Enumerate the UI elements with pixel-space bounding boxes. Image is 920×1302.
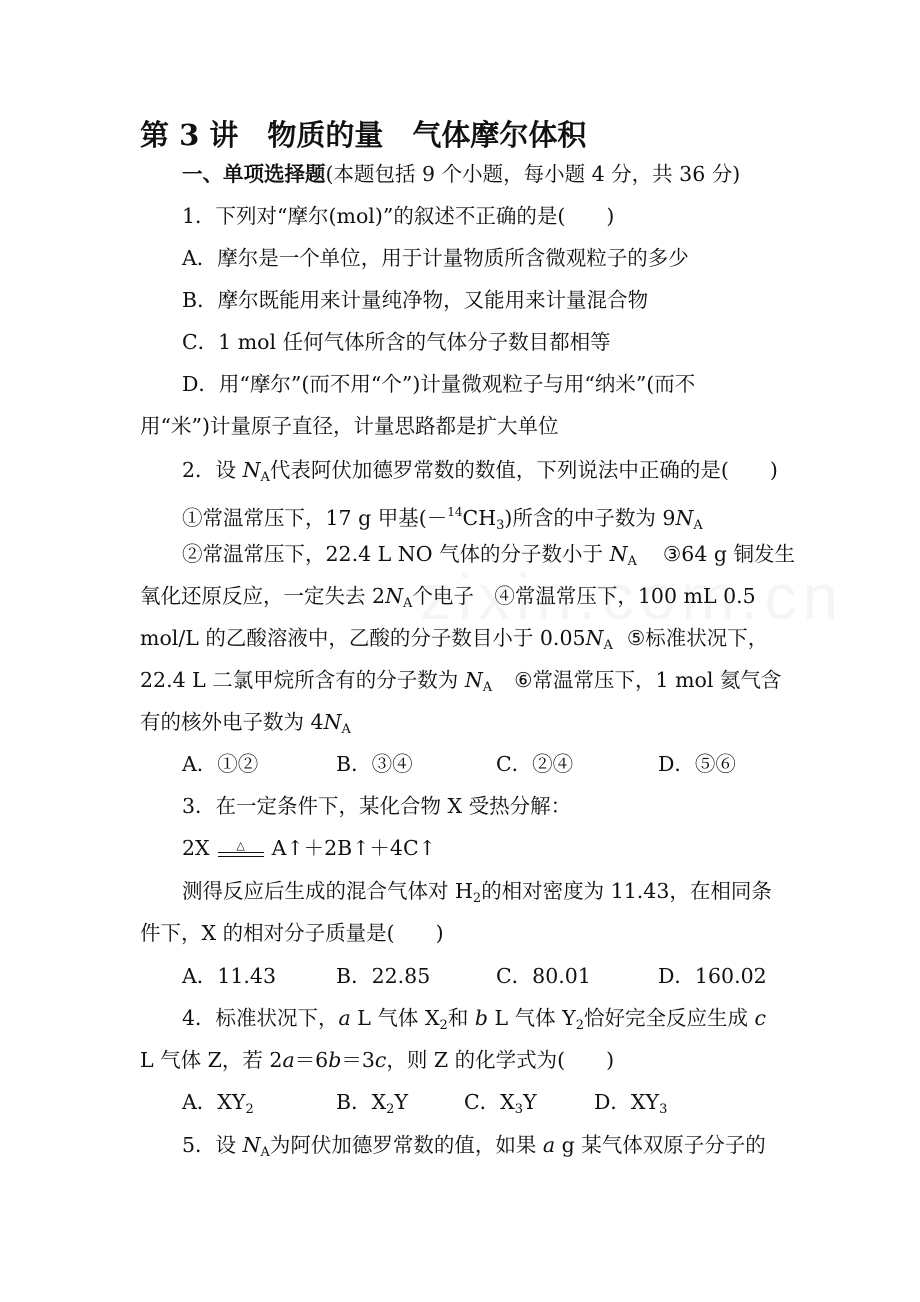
q2-statement-1 [182,498,703,540]
sup: 14 [447,505,463,519]
na-sub: A [482,680,493,695]
text: 测得反应后生成的混合气体对 H [182,879,473,903]
text: 为阿伏加德罗常数的值，如果 [269,1133,543,1157]
text: ＝6 [294,1048,329,1072]
q5-line1 [182,1131,766,1167]
q1-option-b: B．摩尔既能用来计量纯净物，又能用来计量混合物 [182,288,649,312]
q4-option-b [336,1088,408,1124]
text: 22.4 L 二氯甲烷所含有的分子数为 [140,668,465,692]
text: )所含的中子数为 9 [504,506,676,530]
text: C．X [464,1090,515,1114]
na-symbol: N [464,668,483,692]
var-c: c [754,1006,766,1030]
sub: 3 [514,1102,524,1117]
text: 和 [447,1006,475,1030]
q2-statement-3 [140,582,756,618]
q3-equation [182,834,436,862]
na-symbol: N [242,458,261,482]
text: g 某气体双原子分子的 [555,1133,766,1157]
text: ②常温常压下，22.4 L NO 气体的分子数小于 [182,542,610,566]
text: ⑤标准状况下， [626,626,769,650]
q1-option-d-line2: 用“米”)计量原子直径，计量思路都是扩大单位 [140,414,559,438]
na-sub: A [603,638,613,653]
q2-statement-4 [140,624,768,660]
sub: 2 [472,891,482,906]
text: 有的核外电子数为 4 [140,710,324,734]
sub: 2 [386,1102,395,1117]
text: Y [394,1090,408,1114]
na-symbol: N [675,506,694,530]
q2-option-c: C．②④ [496,752,574,776]
text: ⑥常温常压下，1 mol 氦气含 [514,668,782,692]
q1-stem: 1．下列对“摩尔(mol)”的叙述不正确的是( ) [182,204,615,228]
text: ＝3 [341,1048,375,1072]
text: L 气体 Y [487,1006,576,1030]
na-symbol: N [323,710,342,734]
sub: 2 [575,1018,584,1033]
na-symbol: N [385,584,403,608]
q1-option-a: A．摩尔是一个单位，用于计量物质所含微观粒子的多少 [182,246,689,270]
na-sub: A [260,470,270,485]
text: 4．标准状况下， [182,1006,339,1030]
q4-option-c [464,1088,537,1124]
q4-line1 [182,1004,766,1040]
q3-line2: 件下，X 的相对分子质量是( ) [140,921,444,945]
q2-stem [182,456,778,492]
na-symbol: N [609,542,628,566]
text: CH [462,506,497,530]
na-sub: A [627,554,637,569]
na-sub: A [341,722,351,737]
na-sub: A [260,1145,270,1160]
q4-option-d [594,1088,667,1124]
text: 个电子 ④常温常压下，100 mL 0.5 [412,584,756,608]
q3-option-d: D．160.02 [658,964,767,988]
text: 氧化还原反应，一定失去 2 [140,584,386,608]
q3-option-c: C．80.01 [496,964,591,988]
delta-icon: △ [236,838,245,852]
text: Y [523,1090,537,1114]
q2-option-d: D．⑤⑥ [658,752,736,776]
text: D．XY [594,1090,660,1114]
sub: 3 [659,1102,668,1117]
na-sub: A [693,518,703,533]
text: ①常温常压下，17 g 甲基(－ [182,506,448,530]
q3-line1 [182,877,772,913]
sub: 2 [245,1102,254,1117]
var-a: a [282,1048,295,1072]
text: A．XY [182,1090,246,1114]
q3-option-b: B．22.85 [336,964,431,988]
q2-statement-6 [140,708,351,744]
var-c: c [374,1048,387,1072]
q2-statement-5 [140,666,781,702]
var-b: b [328,1048,342,1072]
q2-statement-2 [182,540,795,576]
text: 恰好完全反应生成 [583,1006,755,1030]
q1-option-d-line1: D．用“摩尔”(而不用“个”)计量微观粒子与用“纳米”(而不 [182,372,696,396]
text: 的相对密度为 11.43，在相同条 [481,879,772,903]
q4-line2 [140,1046,614,1074]
page-title: 第 3 讲 物质的量 气体摩尔体积 [140,118,587,152]
q3-stem: 3．在一定条件下，某化合物 X 受热分解： [182,794,572,818]
var-a: a [338,1006,351,1030]
text: L 气体 Z，若 2 [140,1048,283,1072]
section-rest: (本题包括 9 个小题，每小题 4 分，共 36 分) [325,162,741,186]
text: 5．设 [182,1133,243,1157]
sub: 3 [496,518,505,533]
q1-option-c: C．1 mol 任何气体所含的气体分子数目都相等 [182,330,611,354]
q3-option-a: A．11.43 [182,964,276,988]
sub: 2 [439,1018,448,1033]
q2-option-a: A．①② [182,752,259,776]
text: L 气体 X [350,1006,440,1030]
q4-option-a [182,1088,254,1124]
var-a: a [542,1133,556,1157]
na-symbol: N [242,1133,261,1157]
section-heading [182,160,740,188]
eq-right: A↑＋2B↑＋4C↑ [271,836,436,860]
na-symbol: N [585,626,604,650]
eq-left: 2X [182,836,210,860]
section-head: 一、单项选择题 [182,162,326,186]
na-sub: A [403,596,413,611]
var-b: b [474,1006,488,1030]
q2-option-b: B．③④ [336,752,413,776]
text: ③64 g 铜发生 [662,542,796,566]
text: mol/L 的乙酸溶液中，乙酸的分子数目小于 0.05 [140,626,586,650]
text: B．X [336,1090,387,1114]
text: ，则 Z 的化学式为( ) [386,1048,615,1072]
heat-equals-sign [216,840,266,860]
text: 2．设 [182,458,243,482]
text: 代表阿伏加德罗常数的数值，下列说法中正确的是( ) [269,458,778,482]
